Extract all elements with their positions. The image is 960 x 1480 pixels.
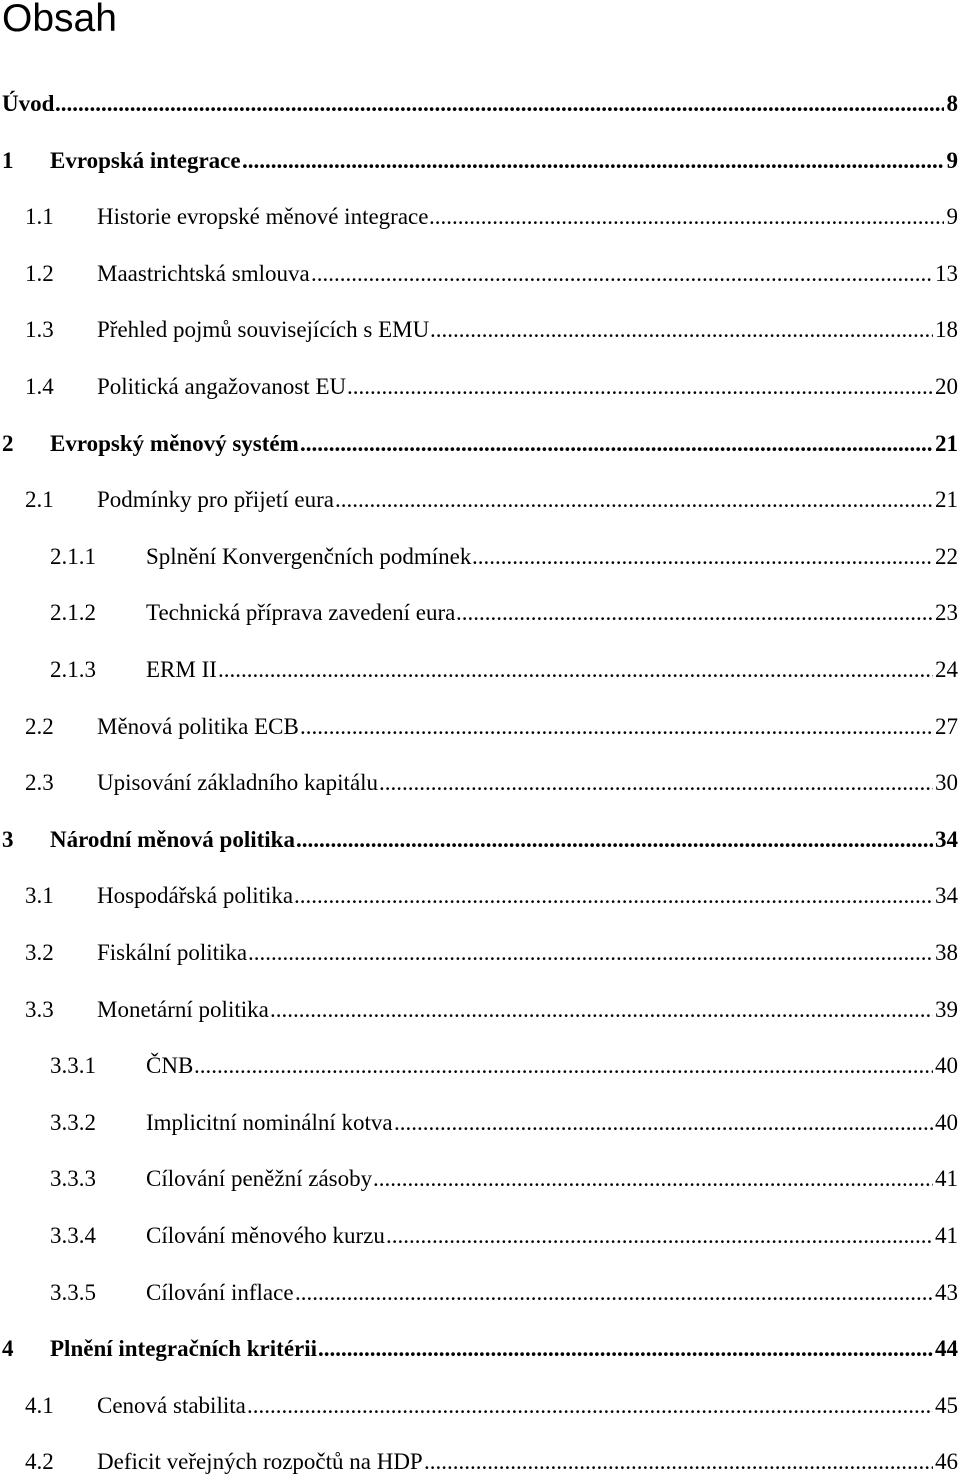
toc-entry[interactable] bbox=[0, 709, 960, 745]
toc-entry-number: 2.1.3 bbox=[50, 657, 96, 682]
toc-entry[interactable] bbox=[0, 1331, 960, 1367]
toc-entry-title: Evropský měnový systém bbox=[50, 431, 299, 456]
toc-entry-page: 20 bbox=[933, 369, 958, 405]
toc-entry-title: Monetární politika bbox=[97, 997, 269, 1022]
toc-entry-number: 2.2 bbox=[25, 714, 54, 739]
dot-leader bbox=[270, 992, 933, 1028]
dot-leader bbox=[55, 86, 944, 122]
toc-entry-page: 27 bbox=[933, 709, 958, 745]
toc-entry-page: 9 bbox=[945, 143, 959, 179]
toc-entry-number: 3.3.3 bbox=[50, 1166, 96, 1191]
toc-entry-page: 41 bbox=[933, 1218, 958, 1254]
dot-leader bbox=[311, 256, 933, 292]
toc-entry-page: 38 bbox=[933, 935, 958, 971]
toc-entry[interactable] bbox=[0, 482, 960, 518]
dot-leader bbox=[242, 143, 944, 179]
toc-entry-title: ERM II bbox=[146, 657, 217, 682]
toc-entry-title: Přehled pojmů souvisejících s EMU bbox=[97, 317, 430, 342]
toc-entry-page: 22 bbox=[933, 539, 958, 575]
dot-leader bbox=[430, 312, 933, 348]
dot-leader bbox=[394, 1105, 933, 1141]
toc-entry[interactable] bbox=[0, 86, 960, 122]
toc-entry-title: Měnová politika ECB bbox=[97, 714, 299, 739]
dot-leader bbox=[300, 426, 933, 462]
toc-entry-number: 2 bbox=[2, 431, 14, 456]
page-title: Obsah bbox=[2, 0, 117, 40]
toc-entry-title: Evropská integrace bbox=[50, 148, 241, 173]
toc-entry-number: 1 bbox=[2, 148, 14, 173]
toc-entry-page: 39 bbox=[933, 992, 958, 1028]
toc-entry-number: 2.1.1 bbox=[50, 544, 96, 569]
toc-entry-title: Podmínky pro přijetí eura bbox=[97, 487, 334, 512]
toc-entry-page: 44 bbox=[933, 1331, 958, 1367]
toc-entry-page: 9 bbox=[945, 199, 959, 235]
toc-entry-page: 13 bbox=[933, 256, 958, 292]
toc-entry-page: 34 bbox=[933, 878, 958, 914]
toc-entry[interactable] bbox=[0, 1444, 960, 1480]
toc-entry[interactable] bbox=[0, 1048, 960, 1084]
dot-leader bbox=[379, 765, 933, 801]
toc-entry[interactable] bbox=[0, 1388, 960, 1424]
toc-entry[interactable] bbox=[0, 1275, 960, 1311]
toc-entry-title: Cílování peněžní zásoby bbox=[146, 1166, 373, 1191]
toc-entry[interactable] bbox=[0, 199, 960, 235]
toc-entry[interactable] bbox=[0, 426, 960, 462]
toc-entry-page: 40 bbox=[933, 1105, 958, 1141]
dot-leader bbox=[294, 878, 933, 914]
dot-leader bbox=[373, 1161, 933, 1197]
toc-entry-title: Politická angažovanost EU bbox=[97, 374, 347, 399]
dot-leader bbox=[472, 539, 933, 575]
toc-entry[interactable] bbox=[0, 935, 960, 971]
toc-entry-number: 4 bbox=[2, 1336, 14, 1361]
toc-entry[interactable] bbox=[0, 256, 960, 292]
dot-leader bbox=[347, 369, 933, 405]
toc-entry-page: 8 bbox=[945, 86, 959, 122]
toc-entry[interactable] bbox=[0, 143, 960, 179]
toc-entry[interactable] bbox=[0, 765, 960, 801]
toc-entry-page: 45 bbox=[933, 1388, 958, 1424]
toc-entry-page: 30 bbox=[933, 765, 958, 801]
toc-entry[interactable] bbox=[0, 822, 960, 858]
toc-entry-number: 1.1 bbox=[25, 204, 54, 229]
toc-entry[interactable] bbox=[0, 1218, 960, 1254]
toc-entry-title: Upisování základního kapitálu bbox=[97, 770, 379, 795]
dot-leader bbox=[456, 595, 933, 631]
toc-entry-number: 3 bbox=[2, 827, 14, 852]
toc-entry-number: 1.3 bbox=[25, 317, 54, 342]
dot-leader bbox=[386, 1218, 933, 1254]
toc-entry-title: Hospodářská politika bbox=[97, 883, 294, 908]
toc-entry-number: 4.2 bbox=[25, 1449, 54, 1474]
toc-entry-number: 3.3.1 bbox=[50, 1053, 96, 1078]
toc-entry-title: Historie evropské měnové integrace bbox=[97, 204, 429, 229]
toc-entry[interactable] bbox=[0, 992, 960, 1028]
toc-entry-number: 3.3 bbox=[25, 997, 54, 1022]
toc-entry-title: Cenová stabilita bbox=[97, 1393, 246, 1418]
toc-entry-page: 46 bbox=[933, 1444, 958, 1480]
toc-entry[interactable] bbox=[0, 652, 960, 688]
dot-leader bbox=[296, 822, 933, 858]
toc-entry-page: 41 bbox=[933, 1161, 958, 1197]
dot-leader bbox=[194, 1048, 933, 1084]
toc-entry-page: 24 bbox=[933, 652, 958, 688]
dot-leader bbox=[295, 1275, 933, 1311]
toc-entry-title: Plnění integračních kritérii bbox=[50, 1336, 318, 1361]
toc-entry-number: 2.1 bbox=[25, 487, 54, 512]
toc-entry-page: 34 bbox=[933, 822, 958, 858]
toc-entry-number: 3.3.2 bbox=[50, 1110, 96, 1135]
dot-leader bbox=[318, 1331, 933, 1367]
toc-entry-page: 43 bbox=[933, 1275, 958, 1311]
toc-entry[interactable] bbox=[0, 878, 960, 914]
toc-entry-number: 1.4 bbox=[25, 374, 54, 399]
toc-entry-page: 21 bbox=[933, 426, 958, 462]
toc-entry-title: Cílování měnového kurzu bbox=[146, 1223, 385, 1248]
toc-entry-title: Fiskální politika bbox=[97, 940, 248, 965]
toc-entry-title: Deficit veřejných rozpočtů na HDP bbox=[97, 1449, 423, 1474]
dot-leader bbox=[248, 935, 933, 971]
toc-entry-page: 18 bbox=[933, 312, 958, 348]
dot-leader bbox=[218, 652, 933, 688]
toc-entry-number: 3.3.5 bbox=[50, 1280, 96, 1305]
toc-entry[interactable] bbox=[0, 312, 960, 348]
toc-entry-page: 23 bbox=[933, 595, 958, 631]
dot-leader bbox=[424, 1444, 933, 1480]
dot-leader bbox=[335, 482, 933, 518]
toc-entry-title: ČNB bbox=[146, 1053, 194, 1078]
toc-entry-number: 4.1 bbox=[25, 1393, 54, 1418]
toc-entry[interactable] bbox=[0, 539, 960, 575]
toc-entry-title: Splnění Konvergenčních podmínek bbox=[146, 544, 472, 569]
toc-entry[interactable] bbox=[0, 1161, 960, 1197]
toc-entry-number: 3.2 bbox=[25, 940, 54, 965]
toc-entry-number: 3.3.4 bbox=[50, 1223, 96, 1248]
toc-entry[interactable] bbox=[0, 369, 960, 405]
toc-entry-number: 2.3 bbox=[25, 770, 54, 795]
toc-entry[interactable] bbox=[0, 1105, 960, 1141]
toc-entry-page: 21 bbox=[933, 482, 958, 518]
toc-entry-page: 40 bbox=[933, 1048, 958, 1084]
toc-entry-number: 3.1 bbox=[25, 883, 54, 908]
toc-entry-title: Maastrichtská smlouva bbox=[97, 261, 310, 286]
toc-entry-number: 2.1.2 bbox=[50, 600, 96, 625]
toc-entry-title: Cílování inflace bbox=[146, 1280, 294, 1305]
toc-entry-title: Národní měnová politika bbox=[50, 827, 295, 852]
toc-entry[interactable] bbox=[0, 595, 960, 631]
dot-leader bbox=[300, 709, 933, 745]
toc-entry-title: Technická příprava zavedení eura bbox=[146, 600, 456, 625]
toc-entry-title: Úvod bbox=[2, 91, 55, 116]
dot-leader bbox=[429, 199, 944, 235]
toc-entry-number: 1.2 bbox=[25, 261, 54, 286]
toc-entry-title: Implicitní nominální kotva bbox=[146, 1110, 393, 1135]
dot-leader bbox=[247, 1388, 933, 1424]
